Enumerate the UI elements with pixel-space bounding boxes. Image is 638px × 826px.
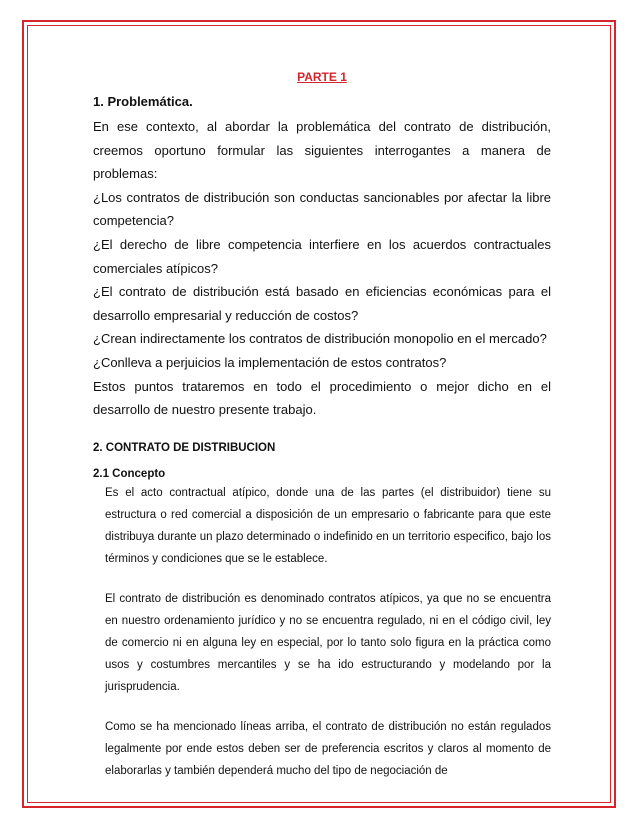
part-title: PARTE 1 [297, 70, 347, 84]
paragraph-gap [105, 571, 551, 588]
concept-paragraph-1: Es el acto contractual atípico, donde una de las partes (el distribuidor) tiene su estructura o red comercial a disposición de un empresario o fabricante para que este distribuya durante un plazo determinado o indefinido en un territorio especifico, bajo los términos y condiciones que se le establece. [105, 486, 551, 566]
question-2: ¿El derecho de libre competencia interfiere en los acuerdos contractuales comerciales atípicos? [93, 236, 551, 276]
concept-block [105, 482, 551, 782]
concept-paragraph-3: Como se ha mencionado líneas arriba, el contrato de distribución no están regulados legalmente por ende estos deben ser de preferencia escritos y claros al momento de elaborarlas y también dependerá mucho del tipo de negociación de [105, 720, 551, 777]
document-body [93, 70, 551, 782]
section-2-heading: 2. CONTRATO DE DISTRIBUCION [93, 441, 276, 454]
section-2-1-heading: 2.1 Concepto [93, 467, 166, 480]
question-5: ¿Conlleva a perjuicios la implementación de estos contratos? [93, 354, 447, 370]
section-1-heading: 1. Problemática. [93, 94, 193, 109]
question-4: ¿Crean indirectamente los contratos de distribución monopolio en el mercado? [93, 331, 547, 347]
question-3: ¿El contrato de distribución está basado en eficiencias económicas para el desarrollo empresarial y reducción de costos? [93, 284, 551, 323]
question-1: ¿Los contratos de distribución son conductas sancionables por afectar la libre competencia? [93, 189, 551, 229]
section-1-closing: Estos puntos trataremos en todo el procedimiento o mejor dicho en el desarrollo de nuestro presente trabajo. [93, 378, 551, 418]
concept-paragraph-2: El contrato de distribución es denominado contratos atípicos, ya que no se encuentra en nuestro ordenamiento jurídico y no se encuentra regulado, ni en el código civil, ley de comercio ni en alguna ley en especial, por lo tanto solo figura en la práctica como usos y costumbres mercantiles y se ha ido estructurando y modelando por la jurisprudencia. [105, 592, 551, 694]
paragraph-gap [105, 699, 551, 716]
section-1-intro: En ese contexto, al abordar la problemática del contrato de distribución, creemos oportuno formular las siguientes interrogantes a manera de problemas: [93, 119, 551, 182]
